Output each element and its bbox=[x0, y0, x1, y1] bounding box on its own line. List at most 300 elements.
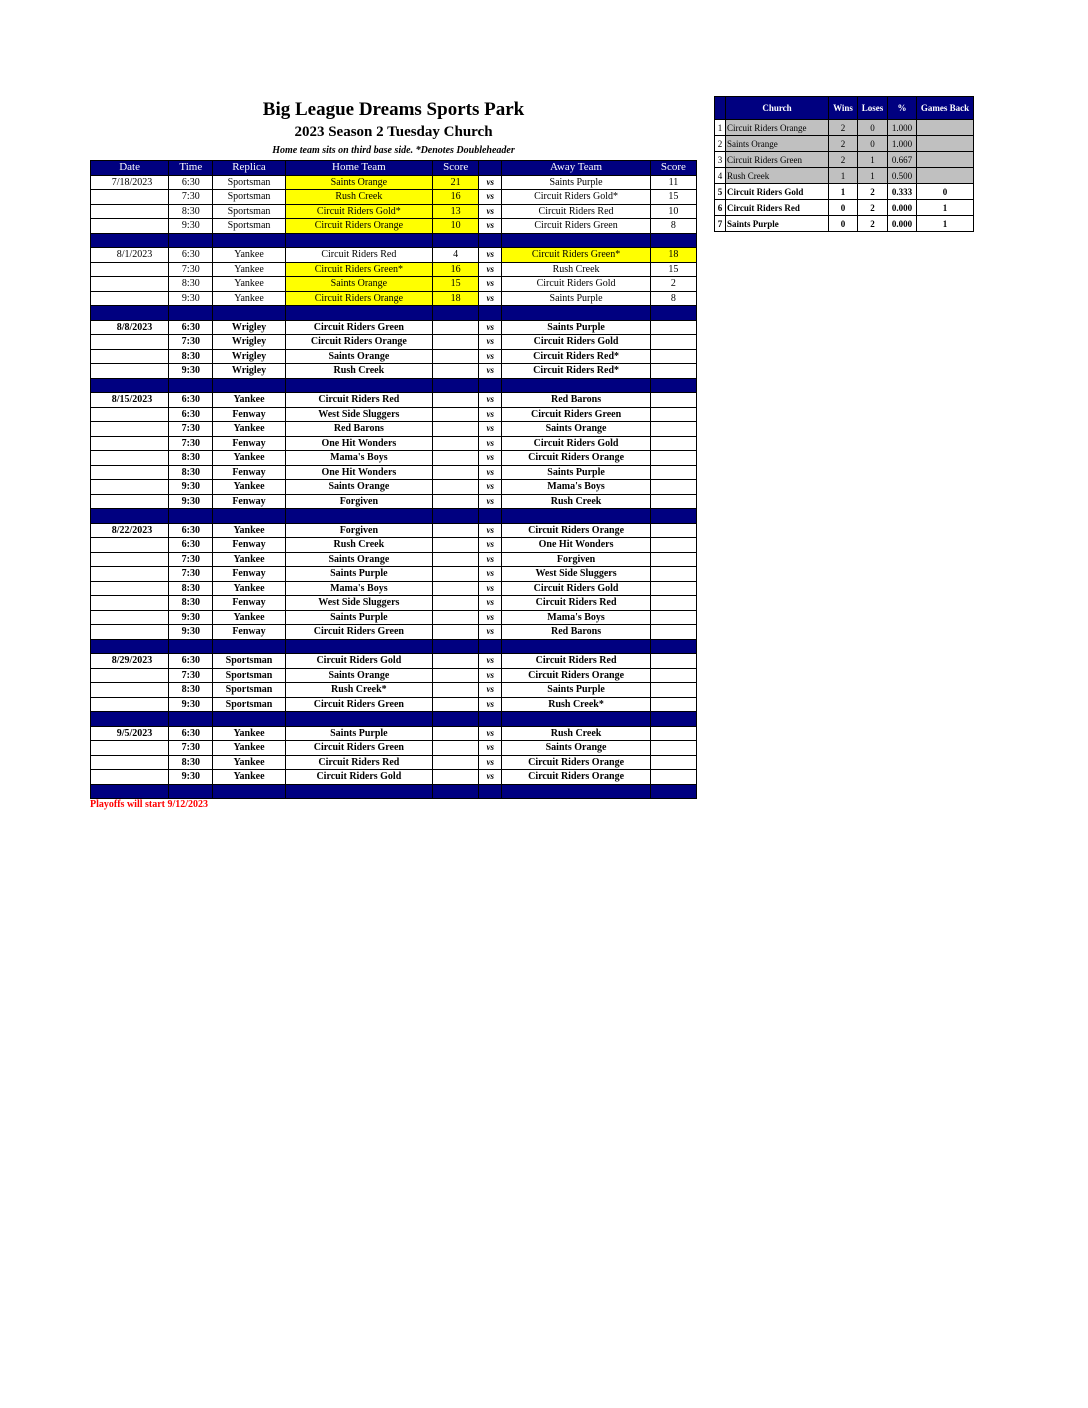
vs-label: vs bbox=[479, 320, 502, 335]
home-score bbox=[433, 610, 479, 625]
separator-cell bbox=[91, 784, 169, 799]
standing-games-back: 1 bbox=[917, 216, 974, 232]
away-score bbox=[650, 494, 696, 509]
away-score: 8 bbox=[650, 291, 696, 306]
away-team: Rush Creek bbox=[502, 726, 650, 741]
vs-label: vs bbox=[479, 393, 502, 408]
game-row bbox=[91, 248, 697, 263]
home-team: West Side Sluggers bbox=[285, 407, 432, 422]
standings-header-wins: Wins bbox=[829, 97, 858, 120]
away-team: Circuit Riders Orange bbox=[502, 668, 650, 683]
away-team: Circuit Riders Gold bbox=[502, 277, 650, 292]
game-row bbox=[91, 480, 697, 495]
home-team: One Hit Wonders bbox=[285, 465, 432, 480]
away-score bbox=[650, 480, 696, 495]
standings-header-church: Church bbox=[726, 97, 829, 120]
away-score: 15 bbox=[650, 190, 696, 205]
home-team: Circuit Riders Green bbox=[285, 625, 432, 640]
vs-label: vs bbox=[479, 668, 502, 683]
game-row bbox=[91, 407, 697, 422]
game-date bbox=[91, 335, 169, 350]
home-team: Saints Orange bbox=[285, 277, 432, 292]
vs-label: vs bbox=[479, 204, 502, 219]
standings-row bbox=[715, 184, 974, 200]
separator-cell bbox=[169, 639, 213, 654]
separator-cell bbox=[502, 378, 650, 393]
away-team: Circuit Riders Green bbox=[502, 407, 650, 422]
week-separator bbox=[91, 639, 697, 654]
standing-pct: 0.333 bbox=[888, 184, 917, 200]
home-score bbox=[433, 625, 479, 640]
standing-wins: 2 bbox=[829, 120, 858, 136]
game-time: 9:30 bbox=[169, 364, 213, 379]
away-team: Saints Purple bbox=[502, 465, 650, 480]
separator-cell bbox=[213, 712, 285, 727]
game-date bbox=[91, 190, 169, 205]
game-time: 9:30 bbox=[169, 494, 213, 509]
home-score bbox=[433, 683, 479, 698]
away-team: Saints Purple bbox=[502, 320, 650, 335]
game-row bbox=[91, 451, 697, 466]
standing-wins: 1 bbox=[829, 168, 858, 184]
away-score bbox=[650, 654, 696, 669]
game-time: 6:30 bbox=[169, 654, 213, 669]
game-field: Sportsman bbox=[213, 697, 285, 712]
away-score: 2 bbox=[650, 277, 696, 292]
standing-games-back bbox=[917, 168, 974, 184]
separator-cell bbox=[502, 233, 650, 248]
standing-team: Rush Creek bbox=[726, 168, 829, 184]
home-score: 21 bbox=[433, 175, 479, 190]
vs-label: vs bbox=[479, 610, 502, 625]
separator-cell bbox=[650, 784, 696, 799]
game-field: Wrigley bbox=[213, 349, 285, 364]
standing-loses: 1 bbox=[858, 152, 888, 168]
home-score bbox=[433, 741, 479, 756]
standing-loses: 0 bbox=[858, 136, 888, 152]
game-row bbox=[91, 291, 697, 306]
vs-label: vs bbox=[479, 697, 502, 712]
game-field: Sportsman bbox=[213, 219, 285, 234]
game-time: 9:30 bbox=[169, 625, 213, 640]
game-row bbox=[91, 697, 697, 712]
game-date bbox=[91, 770, 169, 785]
game-row bbox=[91, 581, 697, 596]
game-date: 8/15/2023 bbox=[91, 393, 169, 408]
separator-cell bbox=[433, 233, 479, 248]
page-title: Big League Dreams Sports Park bbox=[262, 99, 525, 120]
separator-cell bbox=[213, 509, 285, 524]
standing-rank: 4 bbox=[715, 168, 726, 184]
standing-team: Circuit Riders Gold bbox=[726, 184, 829, 200]
game-date bbox=[91, 741, 169, 756]
home-team: Saints Orange bbox=[285, 552, 432, 567]
game-field: Yankee bbox=[213, 248, 285, 263]
vs-label: vs bbox=[479, 523, 502, 538]
separator-cell bbox=[479, 233, 502, 248]
game-time: 6:30 bbox=[169, 538, 213, 553]
game-time: 7:30 bbox=[169, 552, 213, 567]
schedule-body bbox=[91, 175, 697, 799]
standings-header-loses: Loses bbox=[858, 97, 888, 120]
separator-cell bbox=[169, 378, 213, 393]
separator-cell bbox=[169, 712, 213, 727]
home-score bbox=[433, 436, 479, 451]
away-score bbox=[650, 770, 696, 785]
vs-label: vs bbox=[479, 349, 502, 364]
game-date bbox=[91, 697, 169, 712]
game-row bbox=[91, 538, 697, 553]
game-field: Fenway bbox=[213, 494, 285, 509]
game-time: 6:30 bbox=[169, 407, 213, 422]
col-header-vs bbox=[479, 161, 502, 176]
week-separator bbox=[91, 233, 697, 248]
standing-pct: 1.000 bbox=[888, 136, 917, 152]
standings-row bbox=[715, 136, 974, 152]
standings-header-pct: % bbox=[888, 97, 917, 120]
standing-games-back bbox=[917, 120, 974, 136]
home-score: 4 bbox=[433, 248, 479, 263]
home-score bbox=[433, 755, 479, 770]
game-time: 8:30 bbox=[169, 683, 213, 698]
away-team: Saints Orange bbox=[502, 741, 650, 756]
home-team: Circuit Riders Orange bbox=[285, 219, 432, 234]
standing-rank: 7 bbox=[715, 216, 726, 232]
game-date bbox=[91, 581, 169, 596]
standing-wins: 0 bbox=[829, 216, 858, 232]
away-team: Circuit Riders Gold bbox=[502, 335, 650, 350]
standings-body bbox=[715, 120, 974, 232]
home-team: Saints Purple bbox=[285, 726, 432, 741]
home-score bbox=[433, 567, 479, 582]
separator-cell bbox=[650, 639, 696, 654]
home-team: Circuit Riders Red bbox=[285, 755, 432, 770]
standings-row bbox=[715, 120, 974, 136]
standings-row bbox=[715, 168, 974, 184]
away-score bbox=[650, 407, 696, 422]
standing-pct: 0.000 bbox=[888, 200, 917, 216]
home-team: Saints Purple bbox=[285, 610, 432, 625]
away-score: 11 bbox=[650, 175, 696, 190]
home-team: Circuit Riders Orange bbox=[285, 335, 432, 350]
away-team: Saints Purple bbox=[502, 175, 650, 190]
game-field: Fenway bbox=[213, 407, 285, 422]
home-team: Circuit Riders Gold bbox=[285, 654, 432, 669]
home-team: Rush Creek bbox=[285, 538, 432, 553]
away-team: Red Barons bbox=[502, 393, 650, 408]
col-header-time: Time bbox=[169, 161, 213, 176]
standings-header-row bbox=[715, 97, 974, 120]
game-field: Sportsman bbox=[213, 654, 285, 669]
col-header-away-team: Away Team bbox=[502, 161, 650, 176]
game-time: 6:30 bbox=[169, 320, 213, 335]
game-date bbox=[91, 364, 169, 379]
vs-label: vs bbox=[479, 581, 502, 596]
away-team: Circuit Riders Orange bbox=[502, 755, 650, 770]
game-time: 8:30 bbox=[169, 349, 213, 364]
vs-label: vs bbox=[479, 552, 502, 567]
vs-label: vs bbox=[479, 291, 502, 306]
game-time: 6:30 bbox=[169, 393, 213, 408]
game-row bbox=[91, 770, 697, 785]
away-team: Mama's Boys bbox=[502, 610, 650, 625]
away-score bbox=[650, 538, 696, 553]
standing-loses: 2 bbox=[858, 200, 888, 216]
standing-rank: 5 bbox=[715, 184, 726, 200]
game-time: 7:30 bbox=[169, 262, 213, 277]
away-score bbox=[650, 596, 696, 611]
separator-cell bbox=[433, 712, 479, 727]
game-date: 8/22/2023 bbox=[91, 523, 169, 538]
standing-loses: 1 bbox=[858, 168, 888, 184]
home-team: Saints Purple bbox=[285, 567, 432, 582]
vs-label: vs bbox=[479, 494, 502, 509]
separator-cell bbox=[285, 712, 432, 727]
game-time: 8:30 bbox=[169, 596, 213, 611]
game-row bbox=[91, 190, 697, 205]
game-row bbox=[91, 610, 697, 625]
standing-games-back bbox=[917, 136, 974, 152]
game-field: Yankee bbox=[213, 262, 285, 277]
home-team: Mama's Boys bbox=[285, 451, 432, 466]
separator-cell bbox=[502, 509, 650, 524]
game-date bbox=[91, 277, 169, 292]
game-row bbox=[91, 726, 697, 741]
away-score bbox=[650, 625, 696, 640]
game-field: Fenway bbox=[213, 625, 285, 640]
away-score bbox=[650, 581, 696, 596]
game-date: 7/18/2023 bbox=[91, 175, 169, 190]
game-date bbox=[91, 755, 169, 770]
game-field: Sportsman bbox=[213, 175, 285, 190]
game-row bbox=[91, 335, 697, 350]
vs-label: vs bbox=[479, 190, 502, 205]
week-separator bbox=[91, 712, 697, 727]
game-date bbox=[91, 204, 169, 219]
game-field: Yankee bbox=[213, 610, 285, 625]
separator-cell bbox=[433, 306, 479, 321]
away-score bbox=[650, 523, 696, 538]
game-date: 8/29/2023 bbox=[91, 654, 169, 669]
away-score bbox=[650, 465, 696, 480]
standing-games-back bbox=[917, 152, 974, 168]
game-row bbox=[91, 393, 697, 408]
vs-label: vs bbox=[479, 364, 502, 379]
game-field: Sportsman bbox=[213, 204, 285, 219]
home-score bbox=[433, 523, 479, 538]
away-score bbox=[650, 349, 696, 364]
standing-loses: 2 bbox=[858, 216, 888, 232]
home-score bbox=[433, 726, 479, 741]
separator-cell bbox=[169, 509, 213, 524]
standing-team: Saints Purple bbox=[726, 216, 829, 232]
away-team: Rush Creek bbox=[502, 262, 650, 277]
col-header-replica: Replica bbox=[213, 161, 285, 176]
separator-cell bbox=[502, 639, 650, 654]
away-team: Circuit Riders Red* bbox=[502, 349, 650, 364]
home-score bbox=[433, 364, 479, 379]
game-time: 6:30 bbox=[169, 726, 213, 741]
game-time: 7:30 bbox=[169, 190, 213, 205]
game-row bbox=[91, 494, 697, 509]
vs-label: vs bbox=[479, 277, 502, 292]
game-field: Yankee bbox=[213, 726, 285, 741]
away-team: Saints Orange bbox=[502, 422, 650, 437]
away-score bbox=[650, 422, 696, 437]
vs-label: vs bbox=[479, 625, 502, 640]
game-time: 6:30 bbox=[169, 175, 213, 190]
schedule-header-row bbox=[91, 161, 697, 176]
away-team: One Hit Wonders bbox=[502, 538, 650, 553]
home-score bbox=[433, 697, 479, 712]
game-time: 8:30 bbox=[169, 465, 213, 480]
away-team: Saints Purple bbox=[502, 291, 650, 306]
home-score bbox=[433, 451, 479, 466]
vs-label: vs bbox=[479, 407, 502, 422]
away-score bbox=[650, 335, 696, 350]
game-row bbox=[91, 364, 697, 379]
standings-header-rank bbox=[715, 97, 726, 120]
separator-cell bbox=[650, 712, 696, 727]
game-row bbox=[91, 625, 697, 640]
away-score: 8 bbox=[650, 219, 696, 234]
separator-cell bbox=[169, 784, 213, 799]
home-score: 16 bbox=[433, 190, 479, 205]
game-field: Fenway bbox=[213, 436, 285, 451]
game-time: 7:30 bbox=[169, 422, 213, 437]
separator-cell bbox=[502, 712, 650, 727]
game-date bbox=[91, 465, 169, 480]
away-team: Circuit Riders Gold bbox=[502, 581, 650, 596]
game-row bbox=[91, 465, 697, 480]
standing-pct: 0.500 bbox=[888, 168, 917, 184]
standings-row bbox=[715, 152, 974, 168]
game-date bbox=[91, 668, 169, 683]
home-score bbox=[433, 770, 479, 785]
game-time: 6:30 bbox=[169, 523, 213, 538]
col-header-date: Date bbox=[91, 161, 169, 176]
game-row bbox=[91, 204, 697, 219]
game-date bbox=[91, 480, 169, 495]
game-field: Yankee bbox=[213, 755, 285, 770]
vs-label: vs bbox=[479, 175, 502, 190]
game-date bbox=[91, 262, 169, 277]
game-time: 7:30 bbox=[169, 668, 213, 683]
doubleheader-note: Home team sits on third base side. *Denotes Doubleheader bbox=[272, 145, 515, 156]
separator-cell bbox=[433, 509, 479, 524]
standing-pct: 0.667 bbox=[888, 152, 917, 168]
separator-cell bbox=[650, 306, 696, 321]
game-field: Yankee bbox=[213, 741, 285, 756]
away-score bbox=[650, 436, 696, 451]
standing-rank: 6 bbox=[715, 200, 726, 216]
standings-header-games-back: Games Back bbox=[917, 97, 974, 120]
game-field: Wrigley bbox=[213, 320, 285, 335]
separator-cell bbox=[479, 639, 502, 654]
home-score bbox=[433, 320, 479, 335]
standings-row bbox=[715, 216, 974, 232]
away-score bbox=[650, 320, 696, 335]
game-field: Yankee bbox=[213, 393, 285, 408]
separator-cell bbox=[433, 784, 479, 799]
away-score: 10 bbox=[650, 204, 696, 219]
separator-cell bbox=[285, 639, 432, 654]
away-score bbox=[650, 567, 696, 582]
separator-cell bbox=[479, 712, 502, 727]
separator-cell bbox=[213, 233, 285, 248]
game-field: Fenway bbox=[213, 567, 285, 582]
game-field: Sportsman bbox=[213, 683, 285, 698]
separator-cell bbox=[91, 233, 169, 248]
game-date bbox=[91, 494, 169, 509]
home-score: 16 bbox=[433, 262, 479, 277]
game-time: 9:30 bbox=[169, 697, 213, 712]
game-date bbox=[91, 291, 169, 306]
game-time: 9:30 bbox=[169, 219, 213, 234]
standing-rank: 3 bbox=[715, 152, 726, 168]
game-field: Yankee bbox=[213, 770, 285, 785]
vs-label: vs bbox=[479, 335, 502, 350]
game-field: Wrigley bbox=[213, 364, 285, 379]
game-row bbox=[91, 422, 697, 437]
standing-rank: 1 bbox=[715, 120, 726, 136]
away-team: Red Barons bbox=[502, 625, 650, 640]
game-row bbox=[91, 567, 697, 582]
game-row bbox=[91, 175, 697, 190]
game-row bbox=[91, 596, 697, 611]
game-time: 8:30 bbox=[169, 204, 213, 219]
game-field: Yankee bbox=[213, 552, 285, 567]
game-date bbox=[91, 596, 169, 611]
vs-label: vs bbox=[479, 683, 502, 698]
game-time: 7:30 bbox=[169, 436, 213, 451]
vs-label: vs bbox=[479, 451, 502, 466]
home-team: Circuit Riders Green* bbox=[285, 262, 432, 277]
separator-cell bbox=[433, 378, 479, 393]
week-separator bbox=[91, 509, 697, 524]
week-separator bbox=[91, 306, 697, 321]
standing-wins: 1 bbox=[829, 184, 858, 200]
away-score: 18 bbox=[650, 248, 696, 263]
home-score bbox=[433, 407, 479, 422]
home-score bbox=[433, 494, 479, 509]
standing-rank: 2 bbox=[715, 136, 726, 152]
home-score bbox=[433, 552, 479, 567]
game-date bbox=[91, 552, 169, 567]
away-score bbox=[650, 610, 696, 625]
home-score bbox=[433, 393, 479, 408]
game-field: Yankee bbox=[213, 422, 285, 437]
separator-cell bbox=[91, 712, 169, 727]
game-time: 8:30 bbox=[169, 581, 213, 596]
vs-label: vs bbox=[479, 755, 502, 770]
game-date: 9/5/2023 bbox=[91, 726, 169, 741]
away-team: Circuit Riders Orange bbox=[502, 451, 650, 466]
vs-label: vs bbox=[479, 422, 502, 437]
away-team: Rush Creek* bbox=[502, 697, 650, 712]
game-time: 9:30 bbox=[169, 291, 213, 306]
home-team: Circuit Riders Orange bbox=[285, 291, 432, 306]
game-row bbox=[91, 277, 697, 292]
game-date bbox=[91, 625, 169, 640]
separator-cell bbox=[91, 378, 169, 393]
away-score bbox=[650, 364, 696, 379]
home-team: Circuit Riders Red bbox=[285, 248, 432, 263]
game-time: 9:30 bbox=[169, 480, 213, 495]
game-row bbox=[91, 683, 697, 698]
vs-label: vs bbox=[479, 596, 502, 611]
away-team: Circuit Riders Red* bbox=[502, 364, 650, 379]
